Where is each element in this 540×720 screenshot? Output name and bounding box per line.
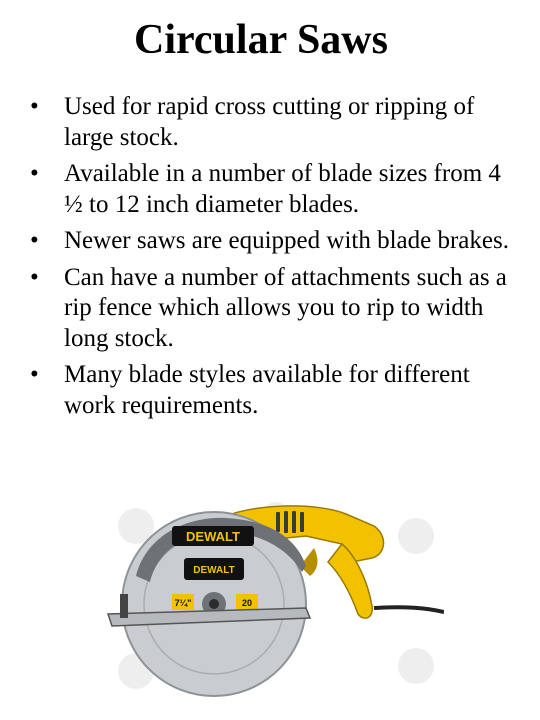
- bullet-text: Used for rapid cross cutting or ripping of large stock.: [64, 93, 475, 151]
- teeth-count-label: 20: [241, 598, 253, 608]
- bullet-list: [30, 92, 522, 427]
- depth-lever-icon: [120, 594, 128, 618]
- slide-title: Circular Saws: [134, 17, 388, 63]
- bullet-item: [30, 159, 522, 220]
- circular-saw-image: [106, 496, 444, 706]
- bullet-text: Available in a number of blade sizes from 4 ½ to 12 inch diameter blades.: [64, 160, 501, 218]
- power-cord: [374, 607, 444, 612]
- blade-size-label: 7¼": [174, 598, 192, 608]
- bullet-item: [30, 92, 522, 153]
- bullet-text: Newer saws are equipped with blade brakes.: [64, 227, 509, 254]
- bullet-marker: •: [30, 227, 39, 254]
- bullet-marker: •: [30, 263, 39, 291]
- brand-label: DEWALT: [186, 529, 240, 544]
- bullet-marker: •: [30, 361, 39, 388]
- bullet-marker: •: [30, 93, 39, 120]
- bullet-item: [30, 226, 522, 257]
- blade-brand-label: DEWALT: [193, 565, 235, 576]
- bullet-item: [30, 360, 522, 421]
- bullet-text: Can have a number of attachments such as a rip fence which allows you to rip to width long stock.: [64, 263, 507, 352]
- bullet-marker: •: [30, 160, 39, 187]
- bullet-text: Many blade styles available for different work requirements.: [64, 361, 470, 419]
- bullet-item: [30, 263, 522, 355]
